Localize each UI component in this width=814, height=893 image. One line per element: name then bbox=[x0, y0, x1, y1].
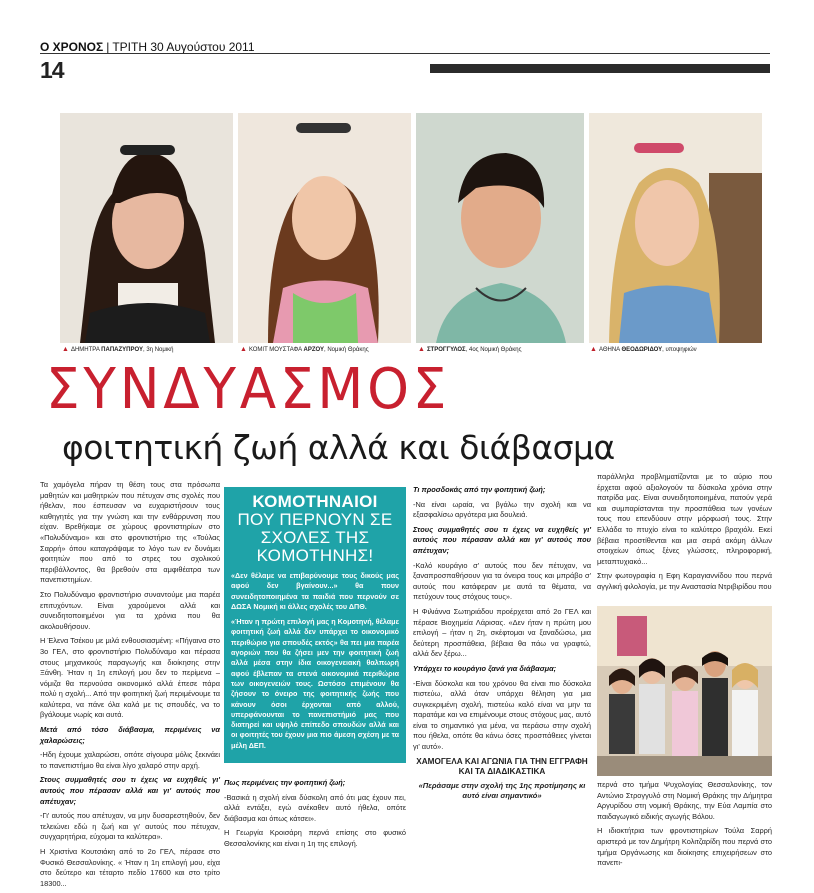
photo-caption-4: ▲ ΑΘΗΝΑ ΘΕΟΔΩΡΙΔΟΥ, υποψηφιών bbox=[590, 346, 697, 353]
interview-question: Τι προσδοκάς από την φοιτητική ζωή; bbox=[413, 485, 546, 494]
page-number: 14 bbox=[40, 57, 64, 83]
issue-date: ΤΡΙΤΗ 30 Αυγούστου 2011 bbox=[112, 40, 255, 54]
header-bar bbox=[430, 64, 770, 73]
headline: ΣΥΝΔΥΑΣΜΟΣ bbox=[46, 357, 451, 422]
portrait-photo-4 bbox=[589, 113, 762, 343]
section-subheading: «Περάσαμε στην σχολή της 1ης προτίμησης κι αυτό είναι σημαντικό» bbox=[418, 780, 586, 800]
portrait-photo-2 bbox=[238, 113, 411, 343]
portrait-photo-1 bbox=[60, 113, 233, 343]
paragraph: Η Έλενα Τσέκου με μιλά ενθουσιασμένη: «Πήγαινα στο 3ο ΓΕΛ, στο φροντιστήριο Πολυδύναμο και πέρασα στους μηχανικούς παραγωγής και διοίκησης στην Ξάνθη. Ήταν η 1η επιλογή μου δεν το περίμενα – νόμιζα θα περνούσα οικονομικό αλλά έπεσε πάρα πολύ η σχολή... Από την φοιτητική ζωή περιμένουμε τα καλύτερα, να πάνε όλα καλά με τις σπουδές, να το βγάλουμε νωρίς και αυτά. bbox=[40, 636, 220, 720]
paragraph: -Είναι δύσκολα και του χρόνου θα είναι πιο δύσκολα πιστεύω, αλλά όταν υπάρχει θέληση για μια συγκεκριμένη σχολή, πιστεύω καλό είναι να μην τα παρατάμε και να επιμένουμε στους στόχους μας, αυτό είναι το σημαντικό για μένα, να περάσω στην σχολή που ήθελα, οπότε θα κάνω όσες προσπάθειες γίνεται γι' αυτό». bbox=[413, 678, 591, 752]
article-column-1 bbox=[40, 480, 220, 893]
header-rule bbox=[40, 53, 770, 54]
interview-question: Στους συμμαθητές σου τι έχεις να ευχηθείς γι' αυτούς που πέρασαν αλλά και γι' αυτούς που απέτυχαν; bbox=[40, 775, 220, 806]
article-column-2 bbox=[224, 778, 406, 854]
section-heading: ΧΑΜΟΓΕΛΑ ΚΑΙ ΑΓΩΝΙΑ ΓΙΑ ΤΗΝ ΕΓΓΡΑΦΗ ΚΑΙ ΤΑ ΔΙΑΔΙΚΑΣΤΙΚΑ bbox=[416, 756, 588, 776]
photo-caption-2: ▲ ΚΟΜΙΤ ΜΟΥΣΤΑΦΑ ΑΡΖΟΥ, Νομική Θράκης bbox=[240, 346, 369, 353]
masthead: Ο ΧΡΟΝΟΣ | ΤΡΙΤΗ 30 Αυγούστου 2011 bbox=[40, 40, 255, 54]
paragraph: -Βασικά η σχολή είναι δύσκολη από ότι μας έχουν πει, αλλά εντάξει, εγώ ανέκαθεν αυτό ήθελα, οπότε διάβασμα και όπως κάτσει». bbox=[224, 792, 406, 823]
paragraph: περνά στο τμήμα Ψυχολογίας Θεσσαλονίκης, τον Αντώνιο Στρογγυλό στη Νομική Θράκης την Δήμητρα Αργυρίδου στη νομική Θράκης, την Εύα Λαμπία στο παιδαγωγικό ειδικής αγωγής Βόλου. bbox=[597, 780, 772, 821]
interview-question: Υπάρχει το κουράγιο ξανά για διάβασμα; bbox=[413, 663, 557, 673]
highlight-box bbox=[224, 487, 406, 763]
paragraph: Στο Πολυδύναμο φροντιστήριο συναντούμε μια παρέα επιτυχόντων. Είναι χαρούμενοι αλλά και συνειδητοποιημένοι για τα χρόνια που θα ακολουθήσουν. bbox=[40, 589, 220, 631]
paragraph: -Γι' αυτούς που απέτυχαν, να μην δυσαρεστηθούν, δεν τελειώνει εδώ η ζωή και γι' αυτούς που πέτυχαν, συγχαρητήρια, εύχομαι τα καλύτερα». bbox=[40, 811, 220, 842]
interview-question: Στους συμμαθητές σου τι έχεις να ευχηθείς γι' αυτούς που πέρασαν αλλά και γι' αυτούς που απέτυχαν; bbox=[413, 524, 591, 555]
highlight-body: «Δεν θέλαμε να επιβαρύνουμε τους δικούς μας αφού δεν βγαίνουν...» θα πουν συνειδητοποιημένα τα παιδιά που περνούν σε ΔΩΣΑ Νομική κι άλλες σχολές του ΔΠΘ. «Ήταν η πρώτη επιλογή μας η Κομοτηνή, θέλαμε φοιτητική ζωή αλλά δεν υπάρχει το οικονομικό περιθώριο για σπουδές εκτός» θα πει μια παρέα αγοριών που θα ζήσει μεν την φοιτητική ζωή αλλά μέσα στην ίδια οικογενειακή θαλπωρή αφού έβλεπαν τα στενά οικονομικά περιθώρια των οικογενειών τους. Ωστόσο επιμένουν θα ζήσουν το όνειρο της φοιτητικής ζωής που κάνουν όσοι έρχονται από αλλού, υπερφάνουνται το πανεπιστήμιό μας που διατηρεί και υψηλό επίπεδο σπουδών αλλά και οι φοιτητές του έχουν μια πιο άμεση σχέση με τα μέλη ΔΕΠ. bbox=[231, 571, 399, 750]
publication-name: Ο ΧΡΟΝΟΣ bbox=[40, 40, 104, 54]
paragraph: Η Χριστίνα Κουτσιάκη από το 2ο ΓΕΛ, πέρασε στο Φυσικό Θεσσαλονίκης. « Ήταν η 1η επιλογή μου, είχα στο δεύτερο και τέταρτο πεδίο 17600 και στο τρίτο 18300... bbox=[40, 847, 220, 888]
paragraph: -Ηδη έχουμε χαλαρώσει, οπότε σίγουρα μόλις ξεκινάει το πανεπιστήμιο θα είναι λίγο χαλαρό στην αρχή. bbox=[40, 750, 220, 770]
paragraph: Η Γεωργία Κροισάρη περνά επίσης στο φυσικό Θεσσαλονίκης και είναι η 1η της επιλογή. bbox=[224, 828, 406, 848]
paragraph: -Καλό κουράγιο σ' αυτούς που δεν πέτυχαν, να ξαναπροσπαθήσουν για τα όνειρα τους και μπράβο σ' αυτούς που κατάφεραν με αυτά τα θέματα, να πετύχουν τους στόχους τους». bbox=[413, 560, 591, 602]
photo-caption-3: ▲ ΣΤΡΟΓΓΥΛΟΣ, 4ος Νομική Θράκης bbox=[418, 346, 522, 353]
paragraph: Στην φωτογραφία η Εφη Καραγιαννίδου που περνά αγγλική φιλολογία, με την Αναστασία Ντριβιρίδου που bbox=[597, 571, 772, 591]
paragraph: Η ιδιοκτήτρια των φροντιστηρίων Τούλα Σαρρή αριστερά με τον Δημήτρη Κολιτζαρίδη που περνά στο τμήμα Οργάνωσης και διοίκησης επιχειρήσεων στο πανεπι- bbox=[597, 826, 772, 868]
article-column-4-continued bbox=[597, 780, 772, 873]
photo-caption-1: ▲ ΔΗΜΗΤΡΑ ΠΑΠΑΖΥΠΡΟΥ, 3η Νομική bbox=[62, 346, 174, 353]
subheadline: φοιτητική ζωή αλλά και διάβασμα bbox=[62, 428, 615, 467]
portrait-photo-3 bbox=[416, 113, 584, 343]
article-column-3 bbox=[413, 485, 591, 805]
interview-question: Μετά από τόσο διάβασμα, περιμένεις να χαλαρώσεις; bbox=[40, 725, 220, 745]
paragraph: παράλληλα προβληματίζονται με το αύριο που έρχεται αφού αξιολογούν τα δύσκολα χρόνια στην πατρίδα μας. Είναι συνειδητοποιημένα, πατούν γερά και συμπαρίστανται την προσπάθεια των γονέων τους που επενδύουν στην μόρφωσή τους. Στην Ελλάδα το πτυχίο είναι το καλύτερο βραχιόλι. Εκεί βέβαια προστίθενται και μια σειρά ακόμη άλλων στοιχείων όπως ξένες γλώσσες, πληροφορική, μεταπτυχιακό... bbox=[597, 472, 772, 566]
group-photo bbox=[597, 606, 772, 776]
paragraph: -Να είναι ωραία, να βγάλω την σχολή και να εξασφαλίσω αργότερα μια δουλειά. bbox=[413, 499, 591, 520]
article-column-4 bbox=[597, 472, 772, 597]
interview-question: Πως περιμένεις την φοιτητική ζωή; bbox=[224, 778, 346, 787]
paragraph: Η Φιλιάννα Σωτηριάδου προέρχεται από 2ο ΓΕΛ και πέρασε Βιοχημεία Λάρισας. «Δεν ήταν η πρώτη μου επιλογή – ήταν η 2η, σκέφτομαι να ξαναδώσω, μια δεύτερη προσπάθεια, βέβαια θα πάω να γραφτώ, αλλά δεν ξέρω... bbox=[413, 606, 591, 659]
paragraph: Τα χαμόγελα πήραν τη θέση τους στα πρόσωπα μαθητών και μαθητριών που πέτυχαν στις σχολές που ήθελαν, που έσπευσαν να ευχαριστήσουν τους καθηγητές για την γνώση και την ενθάρρυνση που είχαν. Βρεθήκαμε σε χώρους φροντιστηρίων στο «Πολυδύναμο» και στο φροντιστήριο της «Τούλας Σαρρή» όπου καταγράψαμε το λόγο των εν δυνάμει φοιτητών που από το στρες του σχολικού περιβάλλοντος, θα βρεθούν στα αμφιθέατρα των πανεπιστημίων. bbox=[40, 480, 220, 585]
highlight-title: ΚΟΜΟΤΗΝΑΙΟΙ ΠΟΥ ΠΕΡΝΟΥΝ ΣΕ ΣΧΟΛΕΣ ΤΗΣ ΚΟΜΟΤΗΝΗΣ! bbox=[237, 492, 393, 565]
